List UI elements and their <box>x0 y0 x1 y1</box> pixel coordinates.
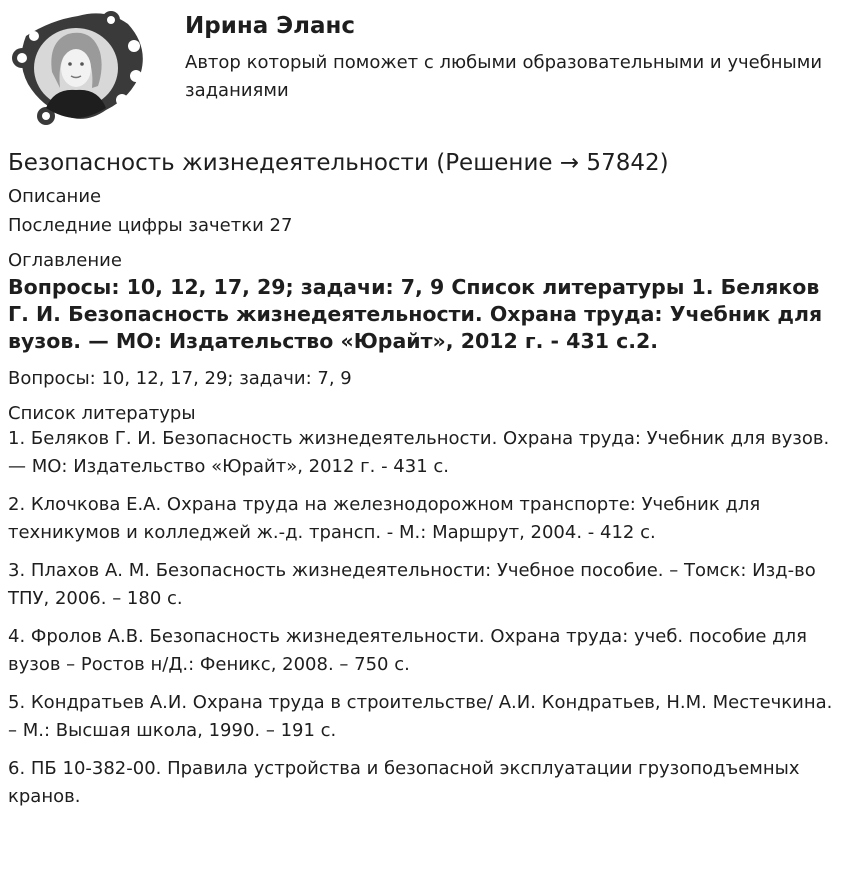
author-name: Ирина Эланс <box>185 13 356 39</box>
author-header <box>0 0 847 135</box>
list-item: 6. ПБ 10-382-00. Правила устройства и безопасной эксплуатации грузоподъемных кранов. <box>8 758 800 807</box>
description-text: Последние цифры зачетки 27 <box>8 215 293 236</box>
document-title: Безопасность жизнедеятельности (Решение → 57842) <box>8 150 669 176</box>
description-label: Описание <box>8 186 102 207</box>
literature-label: Список литературы <box>8 403 196 424</box>
toc-label: Оглавление <box>8 250 122 271</box>
list-item: 2. Клочкова Е.А. Охрана труда на железнодорожном транспорте: Учебник для техникумов и колледжей ж.-д. трансп. - М.: Маршрут, 2004. - 412 с. <box>8 494 761 543</box>
author-description: Автор который поможет с любыми образовательными и учебными заданиями <box>185 52 823 101</box>
questions-text: Вопросы: 10, 12, 17, 29; задачи: 7, 9 <box>8 368 352 389</box>
document-content <box>8 147 844 821</box>
list-item: 4. Фролов А.В. Безопасность жизнедеятельности. Охрана труда: учеб. пособие для вузов – Ростов н/Д.: Феникс, 2008. – 750 с. <box>8 626 807 675</box>
toc-summary: Вопросы: 10, 12, 17, 29; задачи: 7, 9 Список литературы 1. Беляков Г. И. Безопасность жизнедеятельности. Охрана труда: Учебник для вузов. — МО: Издательство «Юрайт», 2012 г. - 431 с.2. <box>8 275 823 353</box>
literature-list <box>8 425 844 811</box>
list-item: 5. Кондратьев А.И. Охрана труда в строительстве/ А.И. Кондратьев, Н.М. Местечкина. – М.: Высшая школа, 1990. – 191 с. <box>8 692 833 741</box>
list-item: 3. Плахов А. М. Безопасность жизнедеятельности: Учебное пособие. – Томск: Изд-во ТПУ, 2006. – 180 с. <box>8 560 816 609</box>
list-item: 1. Беляков Г. И. Безопасность жизнедеятельности. Охрана труда: Учебник для вузов. — МО: Издательство «Юрайт», 2012 г. - 431 с. <box>8 428 830 477</box>
author-avatar <box>6 6 152 128</box>
